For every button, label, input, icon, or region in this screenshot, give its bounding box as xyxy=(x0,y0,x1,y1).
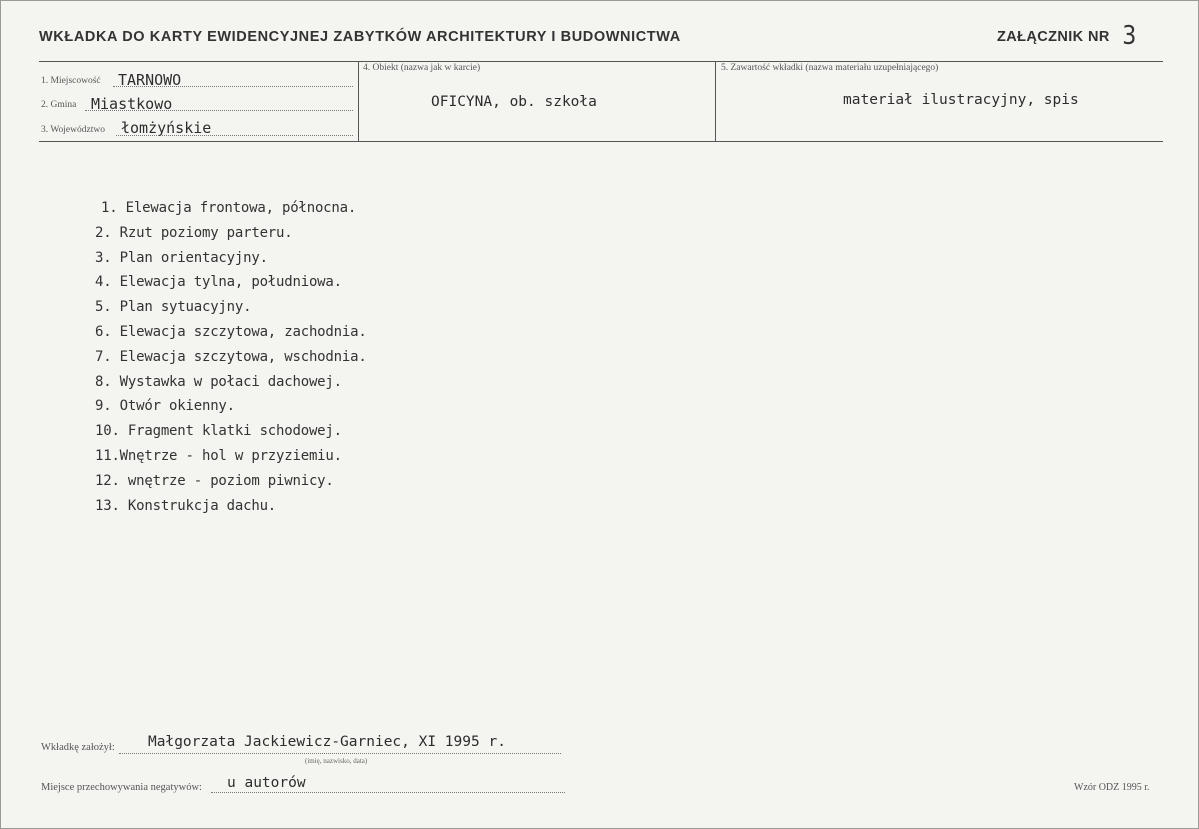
template-version: Wzór ODZ 1995 r. xyxy=(1074,782,1150,793)
list-item: 9. Otwór okienny. xyxy=(95,398,235,415)
author-line xyxy=(119,753,561,754)
author-hint: (imię, nazwisko, data) xyxy=(305,757,368,765)
list-item: 11.Wnętrze - hol w przyziemiu. xyxy=(95,447,342,464)
voivodeship-label: 3. Województwo xyxy=(41,125,105,135)
commune-label: 2. Gmina xyxy=(41,100,77,110)
object-label: 4. Obiekt (nazwa jak w karcie) xyxy=(363,63,481,73)
place-line xyxy=(113,86,353,87)
contents-value: materiał ilustracyjny, spis xyxy=(843,92,1079,108)
list-item: 8. Wystawka w połaci dachowej. xyxy=(95,373,342,390)
header-divider-2 xyxy=(715,61,716,141)
list-item: 7. Elewacja szczytowa, wschodnia. xyxy=(95,348,367,365)
place-label: 1. Miejscowość xyxy=(41,76,101,86)
voivodeship-line xyxy=(116,135,353,136)
list-item: 13. Konstrukcja dachu. xyxy=(95,497,277,514)
list-item: 4. Elewacja tylna, południowa. xyxy=(95,274,342,291)
negatives-value: u autorów xyxy=(227,775,306,791)
place-value: TARNOWO xyxy=(118,71,182,89)
list-item: 5. Plan sytuacyjny. xyxy=(95,299,252,316)
annex-number: 3 xyxy=(1122,21,1137,51)
author-value: Małgorzata Jackiewicz-Garniec, XI 1995 r. xyxy=(148,734,506,750)
illustration-list xyxy=(95,196,367,518)
list-item: 2. Rzut poziomy parteru. xyxy=(95,224,293,241)
form-title: WKŁADKA DO KARTY EWIDENCYJNEJ ZABYTKÓW ARCHITEKTURY I BUDOWNICTWA xyxy=(39,29,681,45)
list-item: 12. wnętrze - poziom piwnicy. xyxy=(95,472,334,489)
annex-label: ZAŁĄCZNIK NR xyxy=(997,29,1110,45)
header-bottom-rule xyxy=(39,141,1163,142)
negatives-label: Miejsce przechowywania negatywów: xyxy=(41,782,202,793)
voivodeship-value: łomżyńskie xyxy=(121,119,212,137)
negatives-line xyxy=(211,792,565,793)
list-item: 3. Plan orientacyjny. xyxy=(95,249,268,266)
commune-line xyxy=(85,110,353,111)
header-divider-1 xyxy=(358,61,359,141)
list-item: 6. Elewacja szczytowa, zachodnia. xyxy=(95,323,367,340)
header-top-rule xyxy=(39,61,1163,62)
list-item: 1. Elewacja frontowa, północna. xyxy=(101,200,357,216)
object-value: OFICYNA, ob. szkoła xyxy=(431,94,597,110)
author-label: Wkładkę założył: xyxy=(41,742,115,753)
list-item: 10. Fragment klatki schodowej. xyxy=(95,423,342,440)
commune-value: Miastkowo xyxy=(91,95,173,113)
contents-label: 5. Zawartość wkładki (nazwa materiału uzupełniającego) xyxy=(721,63,939,73)
